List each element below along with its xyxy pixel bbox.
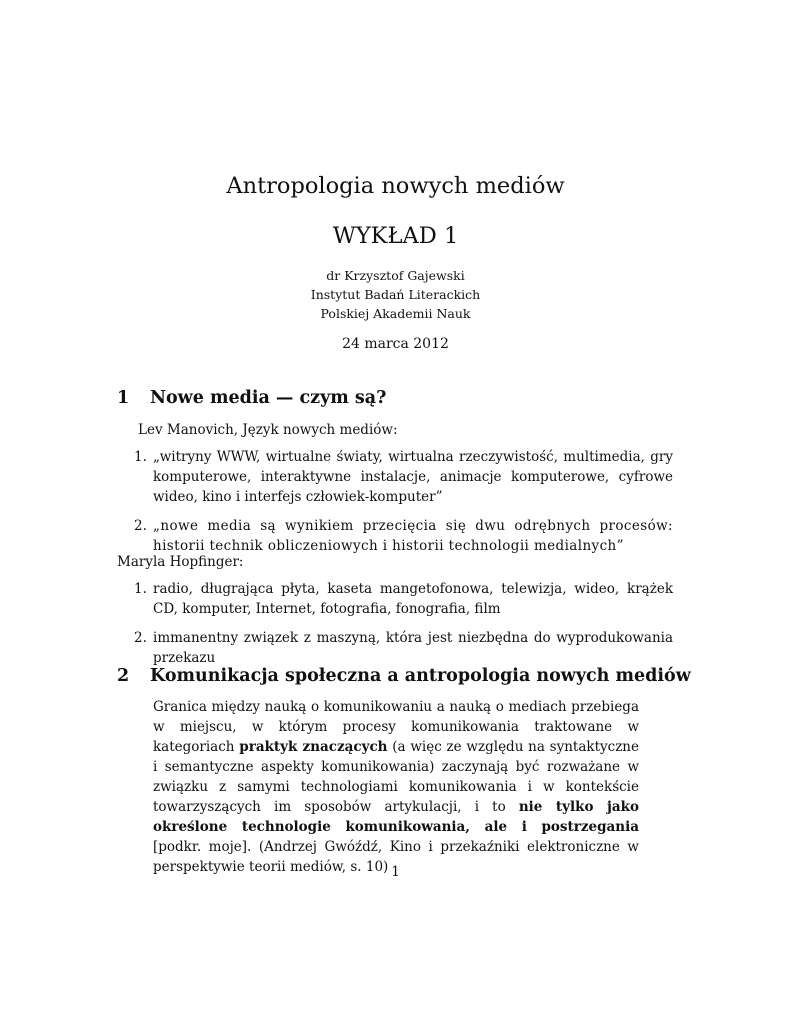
section-1-heading [117,386,386,410]
list-item-text: immanentny związek z maszyną, która jest niezbędna do wyprodukowania przekazu [153,630,673,666]
author-institution: Instytut Badań Literackich [310,287,481,302]
author-name: dr Krzysztof Gajewski [326,268,465,283]
document-subtitle: WYKŁAD 1 [332,223,459,249]
quote-emphasis: praktyk znaczących [239,739,388,755]
quote-text: Granica między nauką o komunikowaniu a nauką o mediach przebiega w miejscu, w którym procesy komunikowania traktowane w kategoriach [153,699,639,755]
list-item [117,447,673,507]
document-date: 24 marca 2012 [342,336,449,352]
hopfinger-list [117,579,673,677]
list-item-text: „witryny WWW, wirtualne światy, wirtualna rzeczywistość, multimedia, gry komputerowe, interaktywne instalacje, animacje komputerowe, cyfrowe wideo, kino i interfejs człowiek-komputer” [153,449,673,505]
quote-text: (a więc ze względu na syntaktyczne i semantyczne aspekty komunikowania) zaczynają być rozważane w związku z samymi technologiami komunikowania i w kontekście towarzyszących im sposobów artykulacji, i to [153,739,639,815]
quote-text: [podkr. moje]. (Andrzej Gwóźdź, Kino i przekaźniki elektroniczne w perspektywie teorii mediów, s. 10) [153,839,639,875]
list-item-text: „nowe media są wynikiem przecięcia się dwu odrębnych procesów: historii technik obliczeniowych i historii technologii medialnych” [153,518,673,554]
list-marker: 1. [134,581,147,597]
document-title: Antropologia nowych mediów [226,173,565,199]
list-item [117,579,673,619]
quote-emphasis: nie tylko jako określone technologie komunikowania, ale i postrzegania [153,799,639,835]
author-academy: Polskiej Akademii Nauk [320,306,471,321]
list-marker: 1. [134,449,147,465]
list-item [117,628,673,668]
section-number: 1 [117,388,130,408]
list-item [117,516,673,556]
list-item-text: radio, długrająca płyta, kaseta mangetofonowa, telewizja, wideo, krążek CD, komputer, Internet, fotografia, fonografia, film [153,581,673,617]
page-number: 1 [391,864,400,880]
source-manovich: Lev Manovich, Język nowych mediów: [138,422,398,438]
manovich-list [117,447,673,565]
list-marker: 2. [134,518,147,534]
author-block [0,266,791,323]
section-title: Nowe media — czym są? [150,388,387,408]
source-hopfinger: Maryla Hopfinger: [117,554,244,570]
list-marker: 2. [134,630,147,646]
section-2-heading [117,664,691,688]
section-number: 2 [117,666,130,686]
section-title: Komunikacja społeczna a antropologia nowych mediów [150,666,691,686]
block-quote [153,697,639,877]
